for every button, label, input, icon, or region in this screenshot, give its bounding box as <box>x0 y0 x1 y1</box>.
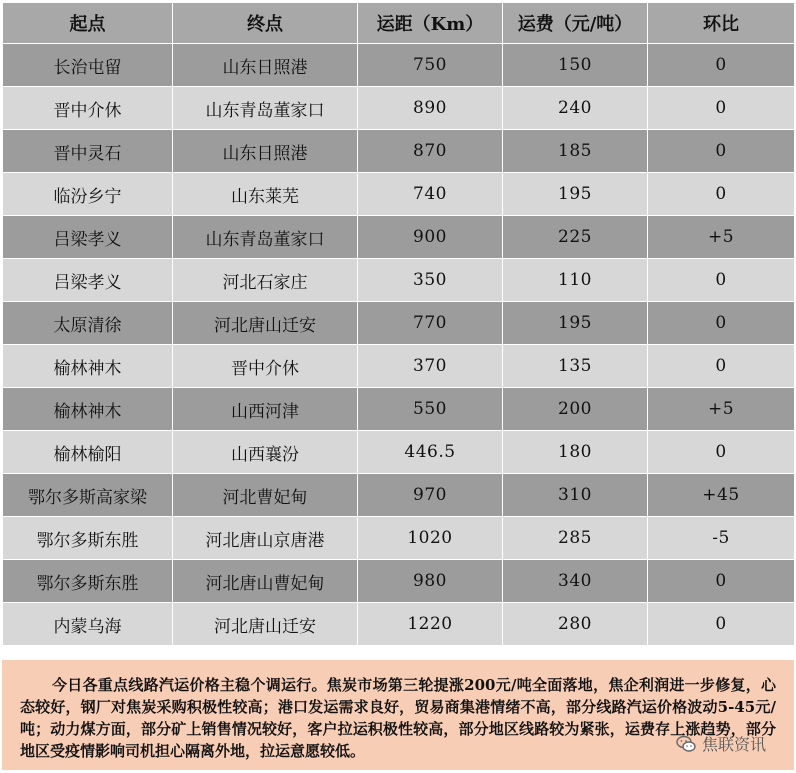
cell-fee: 195 <box>503 302 648 345</box>
cell-origin: 鄂尔多斯高家梁 <box>3 474 173 517</box>
cell-origin: 晋中介休 <box>3 87 173 130</box>
cell-change: 0 <box>648 173 795 216</box>
cell-change: -5 <box>648 517 795 560</box>
table-row <box>3 87 795 130</box>
watermark <box>676 732 766 755</box>
cell-fee: 285 <box>503 517 648 560</box>
cell-origin: 晋中灵石 <box>3 130 173 173</box>
cell-fee: 150 <box>503 44 648 87</box>
cell-change: 0 <box>648 130 795 173</box>
cell-distance: 870 <box>358 130 503 173</box>
cell-origin: 榆林神木 <box>3 345 173 388</box>
header-distance: 运距（Km） <box>358 3 503 44</box>
cell-fee: 225 <box>503 216 648 259</box>
cell-distance: 750 <box>358 44 503 87</box>
watermark-text: 焦联资讯 <box>701 735 766 754</box>
cell-destination: 河北曹妃甸 <box>173 474 358 517</box>
table-row <box>3 560 795 603</box>
header-destination: 终点 <box>173 3 358 44</box>
cell-distance: 1220 <box>358 603 503 646</box>
cell-fee: 185 <box>503 130 648 173</box>
cell-fee: 195 <box>503 173 648 216</box>
cell-change: 0 <box>648 603 795 646</box>
cell-destination: 山东日照港 <box>173 44 358 87</box>
cell-change: 0 <box>648 87 795 130</box>
cell-fee: 240 <box>503 87 648 130</box>
cell-destination: 山东日照港 <box>173 130 358 173</box>
cell-destination: 山东青岛董家口 <box>173 87 358 130</box>
cell-change: +45 <box>648 474 795 517</box>
cell-distance: 1020 <box>358 517 503 560</box>
table-header-row <box>3 3 795 44</box>
cell-destination: 河北唐山迁安 <box>173 302 358 345</box>
cell-change: 0 <box>648 44 795 87</box>
table-row <box>3 345 795 388</box>
table-row <box>3 130 795 173</box>
cell-fee: 310 <box>503 474 648 517</box>
commentary-text: 今日各重点线路汽运价格主稳个调运行。焦炭市场第三轮提涨200元/吨全面落地，焦企利润进一步修复，心态较好，钢厂对焦炭采购积极性较高；港口发运需求良好，贸易商集港情绪不高，部分线路汽运价格波动5-45元/吨；动力煤方面，部分矿上销售情况较好，客户拉运积极性较高，部分地区线路较为紧张，运费存上涨趋势，部分地区受疫情影响司机担心隔离外地，拉运意愿较低。 <box>20 676 776 760</box>
table-row <box>3 259 795 302</box>
header-fee: 运费（元/吨） <box>503 3 648 44</box>
table-row <box>3 216 795 259</box>
cell-destination: 山东莱芜 <box>173 173 358 216</box>
cell-origin: 太原清徐 <box>3 302 173 345</box>
cell-distance: 900 <box>358 216 503 259</box>
cell-destination: 河北唐山曹妃甸 <box>173 560 358 603</box>
cell-origin: 鄂尔多斯东胜 <box>3 517 173 560</box>
cell-origin: 长治屯留 <box>3 44 173 87</box>
cell-origin: 临汾乡宁 <box>3 173 173 216</box>
cell-change: 0 <box>648 259 795 302</box>
cell-destination: 晋中介休 <box>173 345 358 388</box>
cell-distance: 370 <box>358 345 503 388</box>
table-body <box>3 44 795 646</box>
cell-origin: 内蒙乌海 <box>3 603 173 646</box>
cell-distance: 550 <box>358 388 503 431</box>
header-change: 环比 <box>648 3 795 44</box>
cell-fee: 340 <box>503 560 648 603</box>
cell-distance: 980 <box>358 560 503 603</box>
header-origin: 起点 <box>3 3 173 44</box>
table-row <box>3 302 795 345</box>
cell-distance: 350 <box>358 259 503 302</box>
table-row <box>3 173 795 216</box>
cell-change: 0 <box>648 560 795 603</box>
table-row <box>3 388 795 431</box>
cell-origin: 榆林神木 <box>3 388 173 431</box>
cell-change: 0 <box>648 345 795 388</box>
cell-destination: 河北石家庄 <box>173 259 358 302</box>
table-row <box>3 517 795 560</box>
cell-distance: 446.5 <box>358 431 503 474</box>
cell-fee: 180 <box>503 431 648 474</box>
cell-destination: 山西河津 <box>173 388 358 431</box>
cell-distance: 740 <box>358 173 503 216</box>
table-row <box>3 474 795 517</box>
cell-origin: 榆林榆阳 <box>3 431 173 474</box>
cell-fee: 135 <box>503 345 648 388</box>
cell-distance: 890 <box>358 87 503 130</box>
cell-fee: 280 <box>503 603 648 646</box>
cell-destination: 山西襄汾 <box>173 431 358 474</box>
cell-fee: 200 <box>503 388 648 431</box>
table-row <box>3 44 795 87</box>
cell-origin: 吕梁孝义 <box>3 216 173 259</box>
cell-origin: 吕梁孝义 <box>3 259 173 302</box>
cell-fee: 110 <box>503 259 648 302</box>
cell-origin: 鄂尔多斯东胜 <box>3 560 173 603</box>
cell-distance: 770 <box>358 302 503 345</box>
cell-distance: 970 <box>358 474 503 517</box>
cell-destination: 山东青岛董家口 <box>173 216 358 259</box>
table-row <box>3 603 795 646</box>
table-row <box>3 431 795 474</box>
cell-change: +5 <box>648 388 795 431</box>
freight-table <box>2 2 795 646</box>
cell-change: 0 <box>648 302 795 345</box>
cell-change: +5 <box>648 216 795 259</box>
cell-destination: 河北唐山京唐港 <box>173 517 358 560</box>
wechat-icon <box>676 734 696 754</box>
cell-destination: 河北唐山迁安 <box>173 603 358 646</box>
cell-change: 0 <box>648 431 795 474</box>
